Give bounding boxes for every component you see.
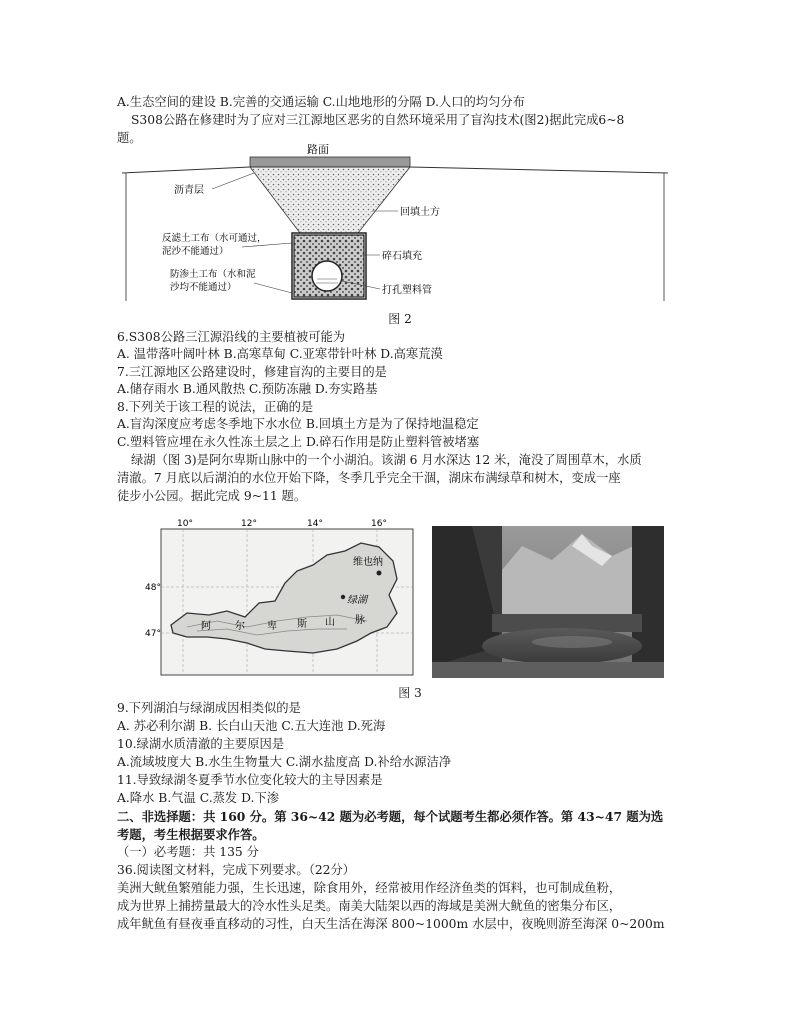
intro-6-8: S308公路在修建时为了应对三江源地区恶劣的自然环境采用了盲沟技术(图2)据此完成6~8 [131, 113, 625, 127]
vienna-dot [377, 571, 382, 576]
label-filter-1: 反滤土工布（水可通过， [162, 233, 267, 244]
figure-2-blind-drain [122, 143, 668, 303]
alps-char-4: 斯 [297, 619, 307, 630]
q11-options: A.降水 B.气温 C.蒸发 D.下渗 [117, 791, 280, 805]
lat-47: 47° [145, 629, 161, 639]
intro-9-11-3: 徒步小公园。据此完成 9~11 题。 [117, 489, 307, 503]
perforated-pipe [312, 261, 342, 291]
q6: 6.S308公路三江源沿线的主要植被可能为 [117, 330, 346, 344]
q9: 9.下列湖泊与绿湖成因相类似的是 [117, 701, 301, 715]
alps-char-6: 脉 [355, 615, 365, 626]
q6-options: A. 温带落叶阔叶林 B.高寒草甸 C.亚寒带针叶林 D.高寒荒漠 [117, 347, 443, 361]
backfill-area [250, 167, 410, 233]
q7-options: A.储存雨水 B.通风散热 C.预防冻融 D.夯实路基 [117, 382, 378, 396]
q36: 36.阅读图文材料，完成下列要求。（22分） [117, 863, 356, 877]
figure-3-map [145, 517, 417, 677]
shore [432, 662, 664, 678]
seep-leader [254, 283, 292, 293]
figure-3-caption: 图 3 [398, 686, 422, 700]
label-pipe: 打孔塑料管 [382, 285, 432, 296]
figure-2-caption: 图 2 [388, 312, 412, 326]
intro-9-11-2: 清澈。7 月底以后湖泊的水位开始下降，冬季几乎完全干涸，湖床布满绿草和树木，变成一座 [117, 471, 621, 485]
lon-16: 16° [371, 519, 387, 529]
label-seep-2: 沙均不能通过） [170, 282, 237, 293]
q10: 10.绿湖水质清澈的主要原因是 [117, 737, 285, 751]
material-3: 成年鱿鱼有昼夜垂直移动的习性，白天生活在海深 800~1000m 水层中，夜晚则游至海深 0~200m [117, 917, 665, 931]
figure-3-photo [432, 526, 664, 678]
section-2-heading: 二、非选择题：共 160 分。第 36~42 题为必考题，每个试题考生都必须作答。第 43~47 题为选 [117, 809, 664, 824]
required-subsection: （一）必考题：共 135 分 [117, 845, 259, 859]
alps-char-2: 尔 [235, 621, 245, 632]
lat-48: 48° [145, 583, 161, 593]
q7: 7.三江源地区公路建设时，修建盲沟的主要目的是 [117, 365, 387, 379]
material-2: 成为世界上捕捞量最大的冷水性头足类。南美大陆架以西的海域是美洲大鱿鱼的密集分布区， [117, 899, 622, 913]
label-vienna: 维也纳 [353, 557, 383, 568]
lon-14: 14° [307, 519, 323, 529]
q9-options: A. 苏必利尔湖 B. 长白山天池 C.五大连池 D.死海 [117, 719, 386, 733]
q8: 8.下列关于该工程的说法，正确的是 [117, 400, 314, 414]
lon-10: 10° [177, 519, 193, 529]
q8-options-cd: C.塑料管应埋在永久性冻土层之上 D.碎石作用是防止塑料管被堵塞 [117, 435, 480, 449]
forest-right [632, 526, 664, 678]
label-gravel: 碎石填充 [382, 251, 422, 262]
label-road: 路面 [307, 143, 329, 156]
green-lake-dot [341, 595, 345, 599]
q8-options-ab: A.盲沟深度应考虑冬季地下水水位 B.回填土方是为了保持地温稳定 [117, 417, 479, 431]
label-asphalt: 沥青层 [174, 185, 204, 196]
label-filter-2: 泥沙不能通过） [162, 246, 229, 257]
material-1: 美洲大鱿鱼繁殖能力强，生长迅速，除食用外，经常被用作经济鱼类的饵料，也可制成鱼粉， [117, 881, 622, 895]
label-backfill: 回填土方 [400, 207, 440, 218]
intro-6-8-end: 题。 [117, 131, 142, 145]
q10-options: A.流域坡度大 B.水生生物量大 C.湖水盐度高 D.补给水源洁净 [117, 755, 452, 769]
lake-reflection [532, 636, 612, 648]
alps-char-3: 卑 [267, 621, 277, 632]
lon-12: 12° [241, 519, 257, 529]
alps-char-1: 阿 [201, 621, 211, 632]
label-seep-1: 防渗土工布（水和泥 [170, 269, 256, 280]
intro-9-11-1: 绿湖（图 3)是阿尔卑斯山脉中的一个小湖泊。该湖 6 月水深达 12 米，淹没了周围草木，水质 [131, 453, 642, 467]
section-2-heading-cont: 考题，考生根据要求作答。 [117, 827, 265, 842]
q5-options: A.生态空间的建设 B.完善的交通运输 C.山地地形的分隔 D.人口的均匀分布 [117, 95, 525, 109]
road-surface [250, 157, 410, 167]
label-green-lake: 绿湖 [347, 595, 367, 606]
alps-char-5: 山 [325, 617, 335, 628]
q11: 11.导致绿湖冬夏季节水位变化较大的主导因素是 [117, 773, 383, 787]
asphalt-leader [212, 173, 254, 189]
